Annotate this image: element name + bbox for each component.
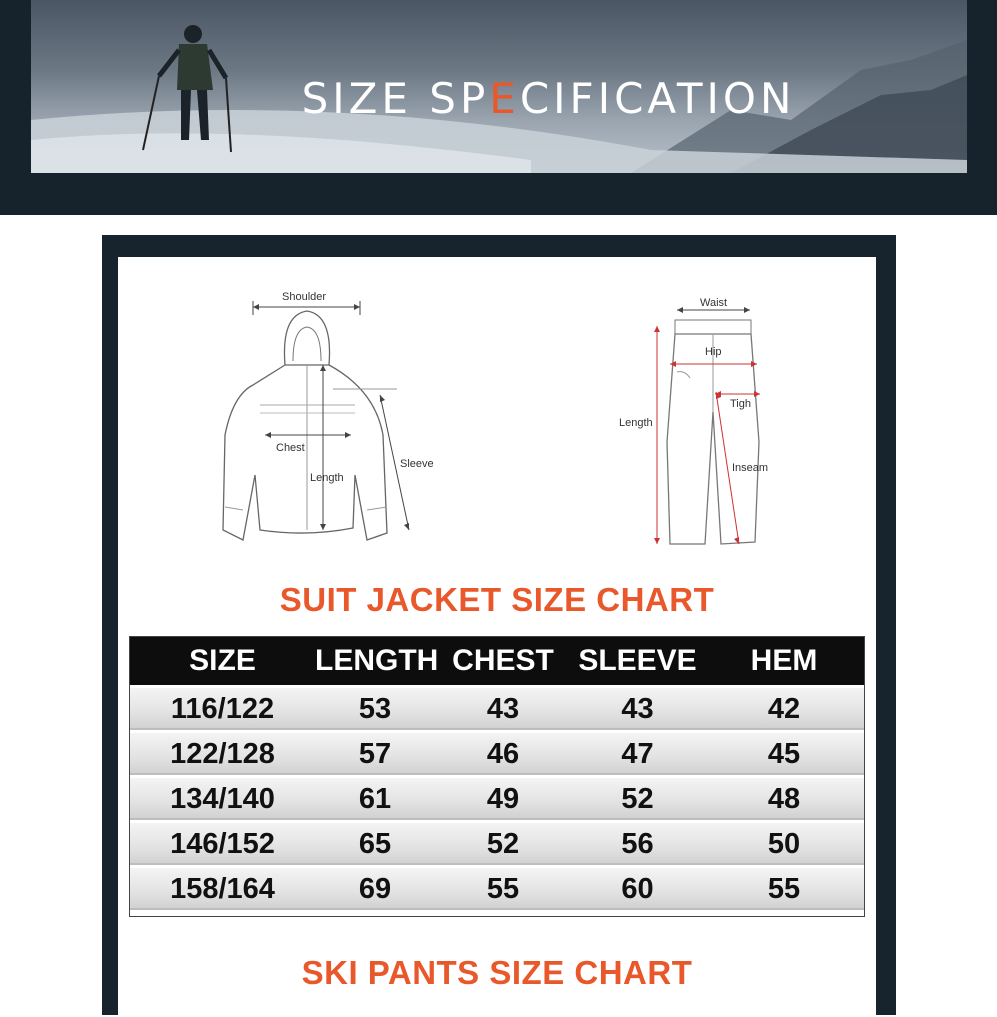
jacket-measurement-diagram — [215, 285, 445, 550]
hip-label: Hip — [705, 346, 722, 358]
length-label: Length — [310, 472, 344, 484]
table-row — [130, 733, 864, 775]
waist-label: Waist — [700, 297, 728, 309]
table-row — [130, 688, 864, 730]
cell-sleeve: 52 — [621, 782, 654, 815]
header-chest: CHEST — [452, 644, 554, 677]
cell-size: 158/164 — [170, 872, 275, 905]
chest-label: Chest — [276, 442, 305, 454]
table-body — [130, 685, 864, 910]
jacket-chart-title: SUIT JACKET SIZE CHART — [279, 581, 715, 618]
jacket-size-table — [129, 636, 865, 917]
header-sleeve: SLEEVE — [578, 644, 697, 677]
table-row — [130, 868, 864, 910]
title-part-2: CIFICATION — [519, 74, 796, 123]
title-part-1: SIZE SP — [301, 74, 490, 123]
table-row — [130, 778, 864, 820]
cell-sleeve: 43 — [621, 692, 654, 725]
cell-chest: 52 — [486, 827, 520, 860]
cell-size: 122/128 — [170, 737, 275, 770]
size-specification-title — [0, 74, 997, 123]
sleeve-label: Sleeve — [400, 458, 434, 470]
cell-sleeve: 60 — [621, 872, 654, 905]
header-size: SIZE — [189, 644, 256, 677]
cell-length: 69 — [358, 872, 392, 905]
cell-length: 65 — [358, 827, 392, 860]
cell-hem: 48 — [767, 782, 801, 815]
banner-frame — [0, 0, 997, 215]
cell-hem: 55 — [767, 872, 801, 905]
cell-size: 134/140 — [170, 782, 275, 815]
title-accent-letter: E — [489, 74, 520, 123]
cell-chest: 46 — [486, 737, 520, 770]
pants-chart-title: SKI PANTS SIZE CHART — [301, 954, 693, 991]
pants-measurement-diagram — [615, 292, 785, 552]
cell-hem: 45 — [767, 737, 801, 770]
table-row — [130, 823, 864, 865]
cell-sleeve: 56 — [621, 827, 654, 860]
header-length: LENGTH — [315, 644, 439, 677]
cell-length: 53 — [358, 692, 392, 725]
cell-length: 61 — [358, 782, 392, 815]
shoulder-label: Shoulder — [282, 291, 327, 303]
cell-chest: 43 — [486, 692, 520, 725]
cell-sleeve: 47 — [621, 737, 654, 770]
cell-hem: 42 — [767, 692, 801, 725]
cell-hem: 50 — [767, 827, 801, 860]
header-hem: HEM — [750, 644, 818, 677]
cell-size: 146/152 — [170, 827, 275, 860]
thigh-label: Tigh — [730, 398, 751, 410]
cell-length: 57 — [358, 737, 392, 770]
cell-chest: 55 — [486, 872, 520, 905]
table-header-row — [130, 637, 864, 685]
cell-size: 116/122 — [170, 692, 275, 725]
inseam-label: Inseam — [732, 462, 769, 474]
cell-chest: 49 — [486, 782, 520, 815]
length-label-pants: Length — [619, 417, 653, 429]
